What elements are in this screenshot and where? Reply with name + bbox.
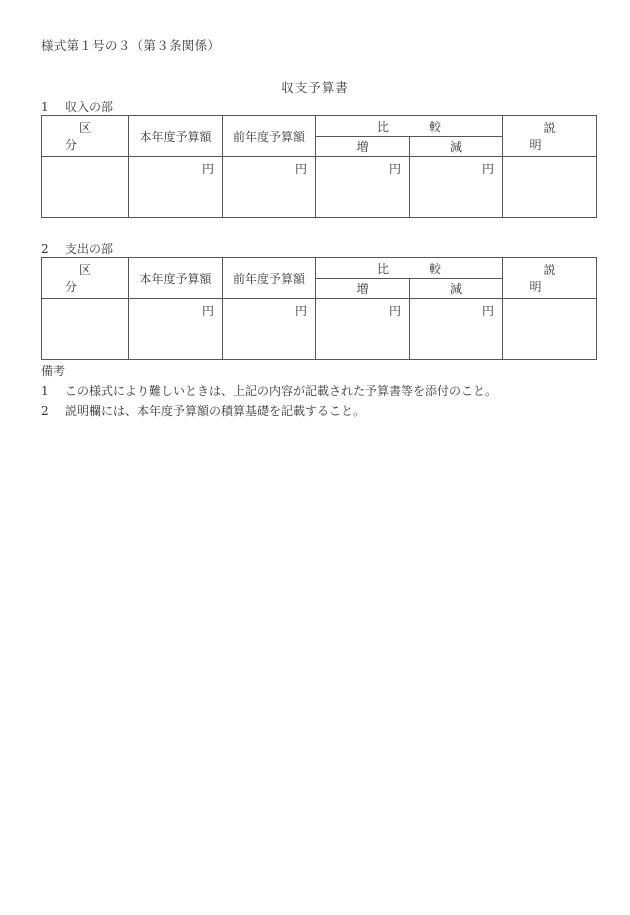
cell-previous-year-budget[interactable]: 円 [223,299,316,360]
notes-heading: 備考 [41,364,66,378]
header-previous-year-budget: 前年度予算額 [223,116,316,157]
section-title: 支出の部 [65,242,114,256]
cell-category[interactable] [42,299,129,360]
document-title: 収支予算書 [281,80,349,95]
header-increase: 増 [316,279,410,299]
section-title: 収入の部 [65,100,114,114]
header-explanation: 説明 [503,258,597,299]
header-decrease: 減 [410,279,503,299]
note-text: 説明欄には、本年度予算額の積算基礎を記載すること。 [65,404,366,418]
cell-category[interactable] [42,157,129,218]
table-row [42,157,597,218]
note-item [41,382,497,399]
cell-explanation[interactable] [503,299,597,360]
cell-increase[interactable]: 円 [316,299,410,360]
note-number: 1 [41,384,49,398]
note-text: この様式により難しいときは、上記の内容が記載された予算書等を添付のこと。 [65,384,498,398]
header-category: 区分 [42,116,129,157]
header-comparison: 比較 [316,116,503,137]
section-number: 2 [41,242,49,256]
cell-decrease[interactable]: 円 [410,157,503,218]
note-number: 2 [41,404,49,418]
section-heading-income [41,98,113,115]
cell-explanation[interactable] [503,157,597,218]
income-budget-table [41,115,597,218]
cell-increase[interactable]: 円 [316,157,410,218]
header-category: 区分 [42,258,129,299]
expenditure-budget-table [41,257,597,360]
header-explanation: 説明 [503,116,597,157]
header-increase: 増 [316,137,410,157]
header-decrease: 減 [410,137,503,157]
cell-decrease[interactable]: 円 [410,299,503,360]
section-heading-expenditure [41,240,113,257]
cell-current-year-budget[interactable]: 円 [129,157,223,218]
cell-previous-year-budget[interactable]: 円 [223,157,316,218]
form-id: 様式第１号の３（第３条関係） [41,38,221,53]
header-comparison: 比較 [316,258,503,279]
header-previous-year-budget: 前年度予算額 [223,258,316,299]
header-current-year-budget: 本年度予算額 [129,258,223,299]
cell-current-year-budget[interactable]: 円 [129,299,223,360]
header-current-year-budget: 本年度予算額 [129,116,223,157]
table-row [42,299,597,360]
section-number: 1 [41,100,49,114]
note-item [41,402,365,419]
